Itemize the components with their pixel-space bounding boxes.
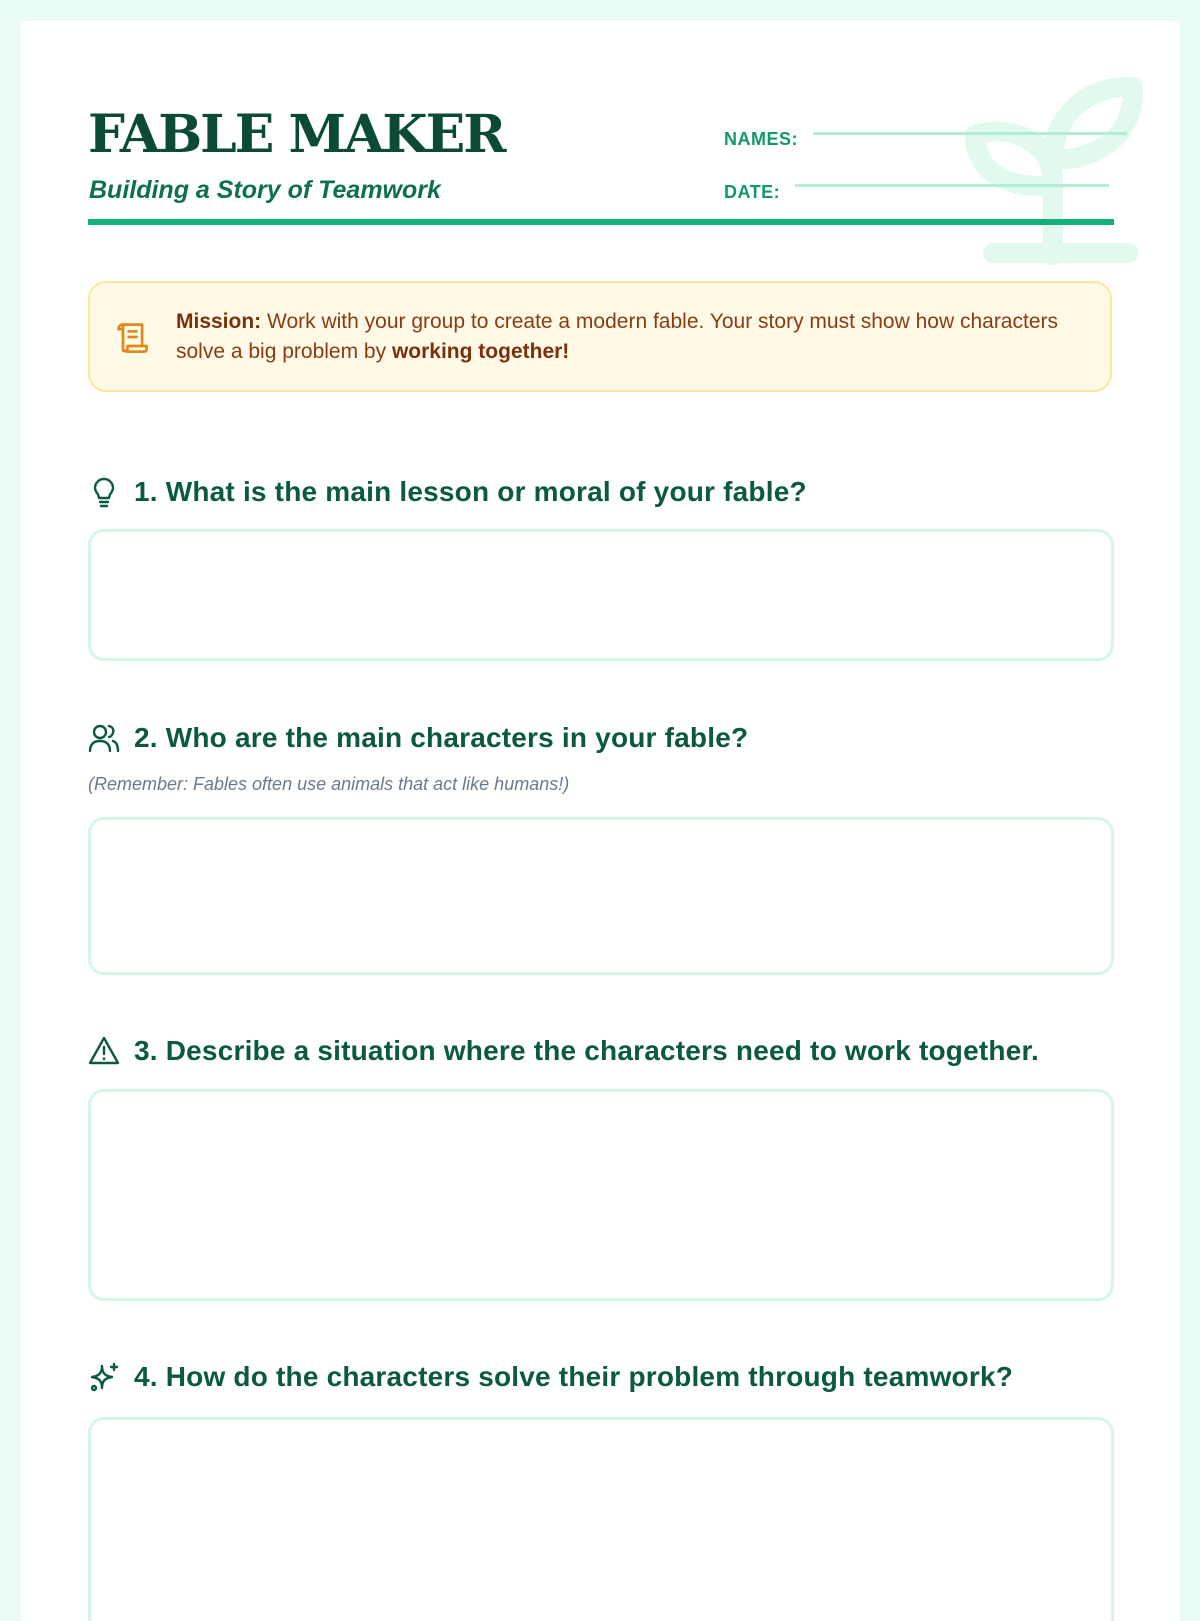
scroll-icon	[114, 319, 150, 355]
question-4-label: 4. How do the characters solve their problem through teamwork?	[134, 1361, 1014, 1392]
mission-label: Mission:	[176, 310, 262, 333]
sparkles-icon	[88, 1361, 120, 1393]
question-1-label: 1. What is the main lesson or moral of your fable?	[134, 476, 807, 507]
answer-box-1[interactable]	[88, 529, 1114, 661]
question-2-hint: (Remember: Fables often use animals that act like humans!)	[88, 774, 570, 794]
mission-callout	[88, 281, 1112, 392]
mission-body: Work with your group to create a modern fable. Your story must show how characters solve a big problem by	[176, 310, 1058, 363]
mission-emphasis: working together!	[391, 340, 570, 363]
answer-box-4[interactable]	[88, 1417, 1114, 1621]
answer-box-3[interactable]	[88, 1089, 1114, 1301]
worksheet-header	[88, 21, 1114, 251]
page-subtitle: Building a Story of Teamwork	[89, 176, 441, 204]
question-3	[88, 1031, 1118, 1071]
lightbulb-icon	[88, 476, 120, 508]
names-label: NAMES:	[724, 129, 798, 149]
names-field[interactable]	[813, 132, 1127, 135]
date-label: DATE:	[724, 182, 781, 202]
answer-box-2[interactable]	[88, 817, 1114, 975]
question-1	[88, 472, 1118, 512]
question-3-label: 3. Describe a situation where the characters need to work together.	[134, 1035, 1040, 1066]
header-divider	[88, 219, 1114, 225]
warning-icon	[88, 1035, 120, 1067]
question-2	[88, 718, 1118, 794]
question-4	[88, 1357, 1118, 1397]
users-icon	[88, 722, 120, 754]
date-field[interactable]	[795, 184, 1109, 187]
mission-text	[176, 307, 1076, 367]
page-title: FABLE MAKER	[88, 104, 505, 165]
worksheet-page	[21, 21, 1180, 1621]
question-2-label: 2. Who are the main characters in your fable?	[134, 722, 749, 753]
